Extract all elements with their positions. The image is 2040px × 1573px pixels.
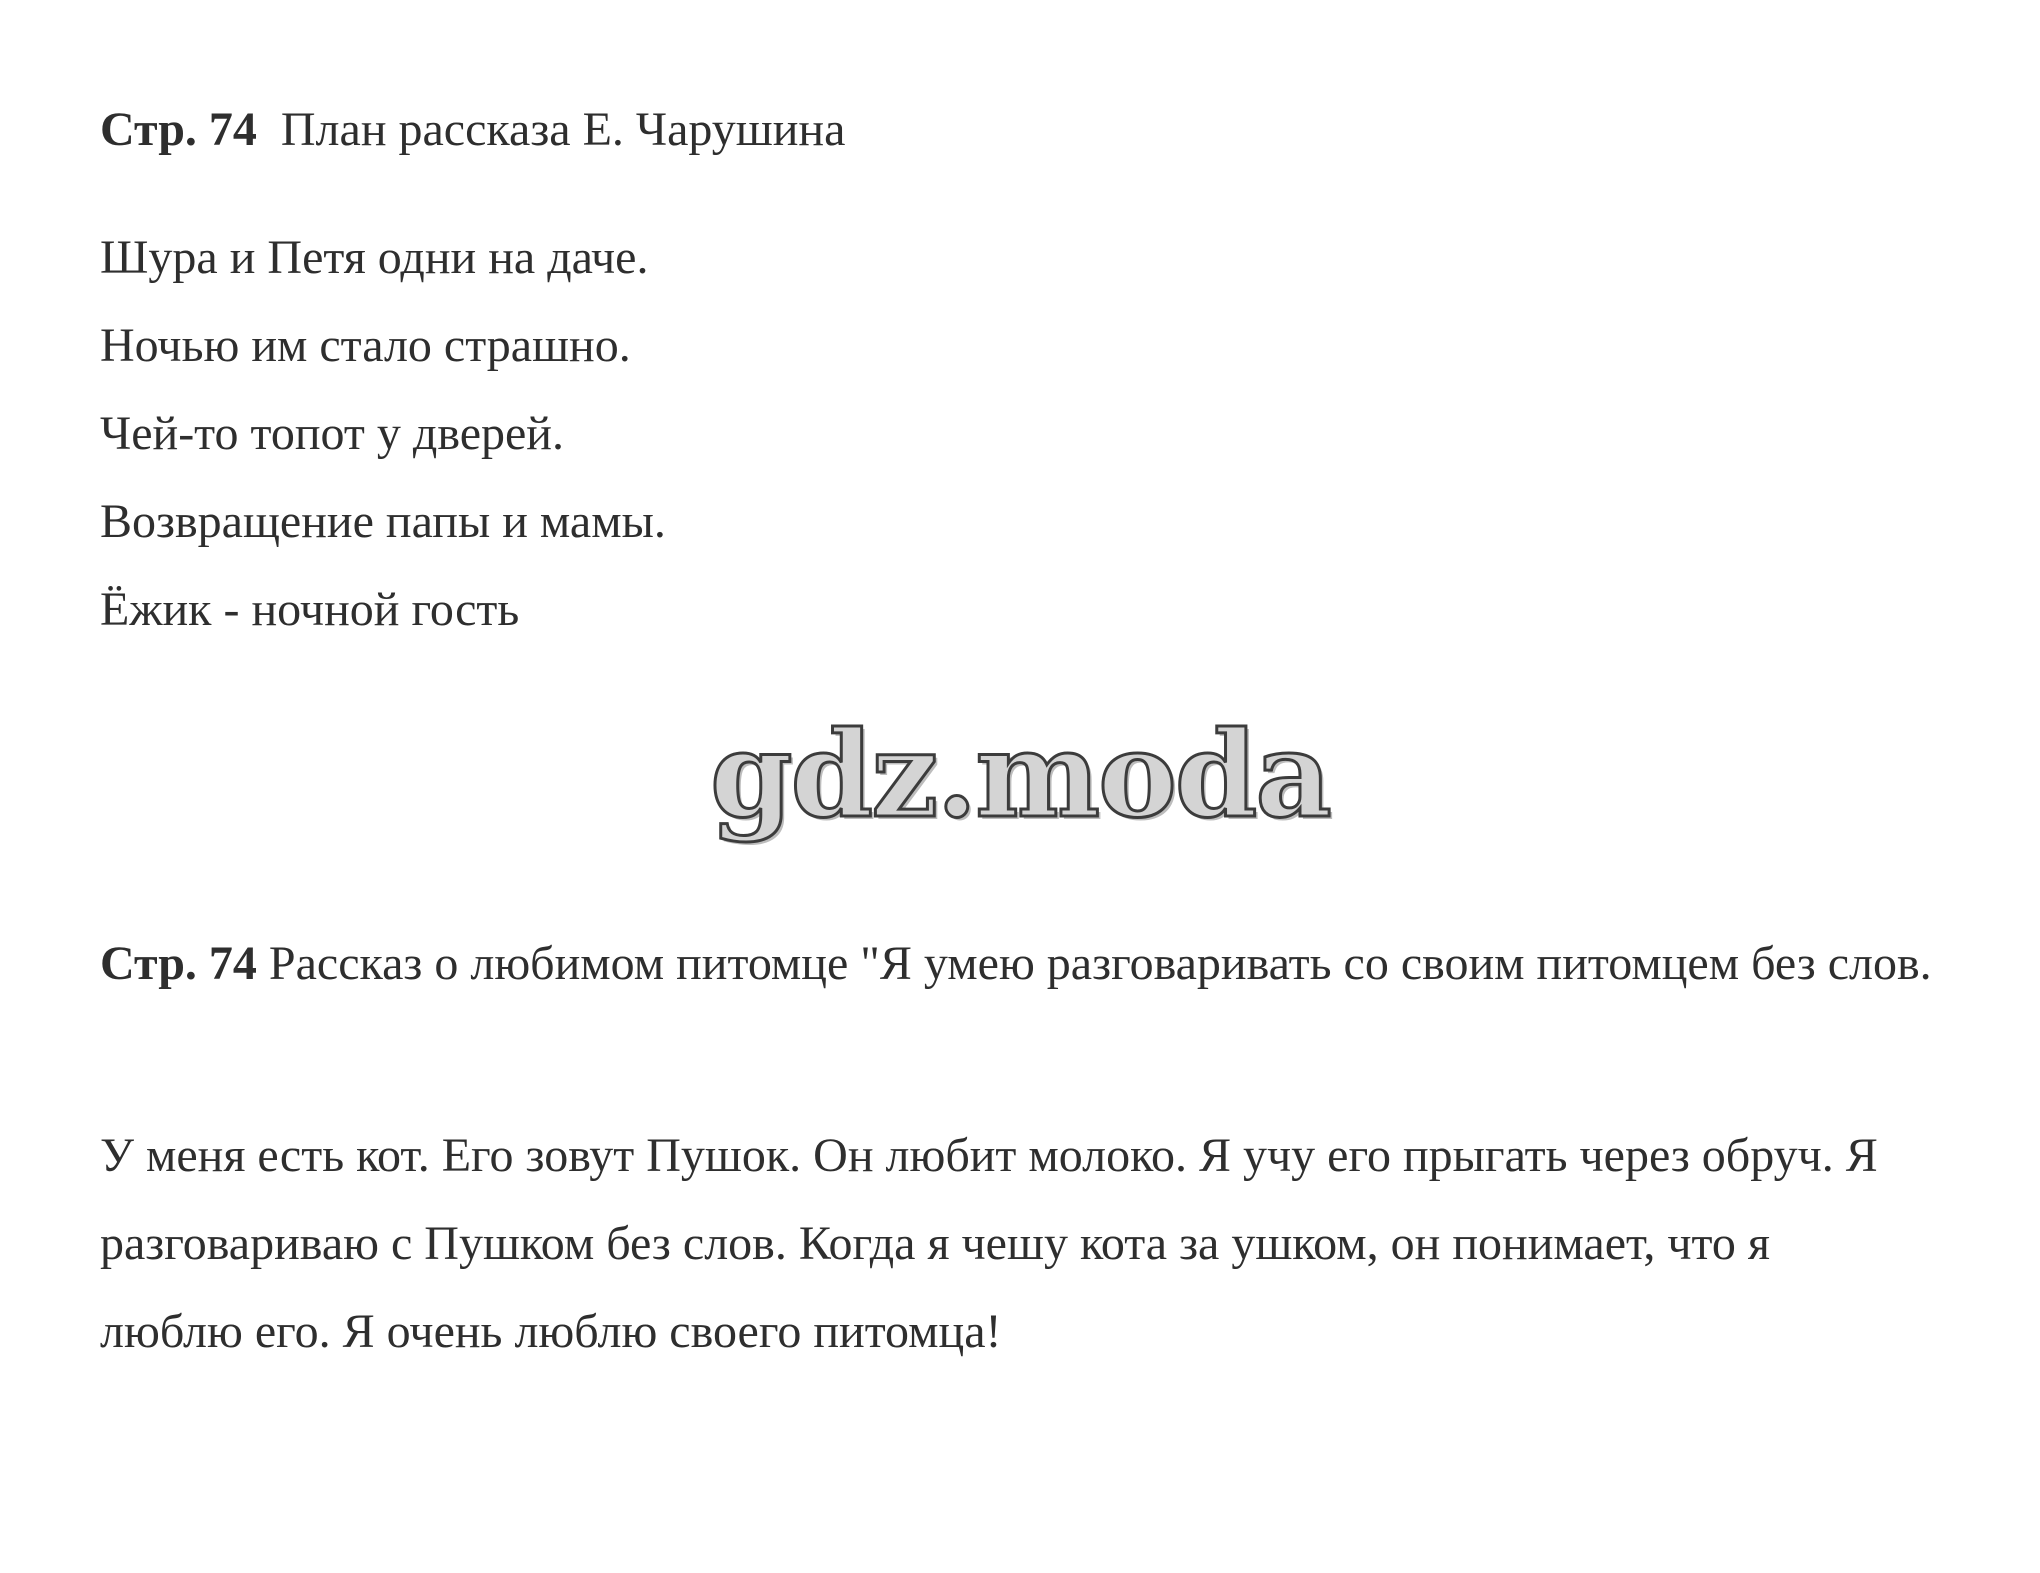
section1-page-ref: Стр. 74 (100, 103, 257, 156)
plan-item: Чей-то топот у дверей. (100, 407, 564, 460)
section2-heading (100, 920, 1960, 1008)
plan-item: Ночью им стало страшно. (100, 319, 631, 372)
plan-item: Шура и Петя одни на даче. (100, 231, 649, 284)
plan-item: Ёжик - ночной гость (100, 583, 520, 636)
story-plan-list (100, 214, 666, 654)
plan-item: Возвращение папы и мамы. (100, 495, 666, 548)
watermark-logo: gdz.moda (710, 705, 1330, 844)
section2-page-ref: Стр. 74 (100, 937, 257, 990)
section1-title: План рассказа Е. Чарушина (280, 103, 846, 156)
pet-story-paragraph: У меня есть кот. Его зовут Пушок. Он любит молоко. Я учу его прыгать через обруч. Я разговариваю с Пушком без слов. Когда я чешу кота за ушком, он понимает, что я люблю его. Я очень люблю своего питомца! (100, 1129, 1878, 1358)
section2-title: Рассказ о любимом питомце "Я умею разговаривать со своим питомцем без слов. (268, 937, 1932, 990)
section1-heading (100, 100, 845, 160)
